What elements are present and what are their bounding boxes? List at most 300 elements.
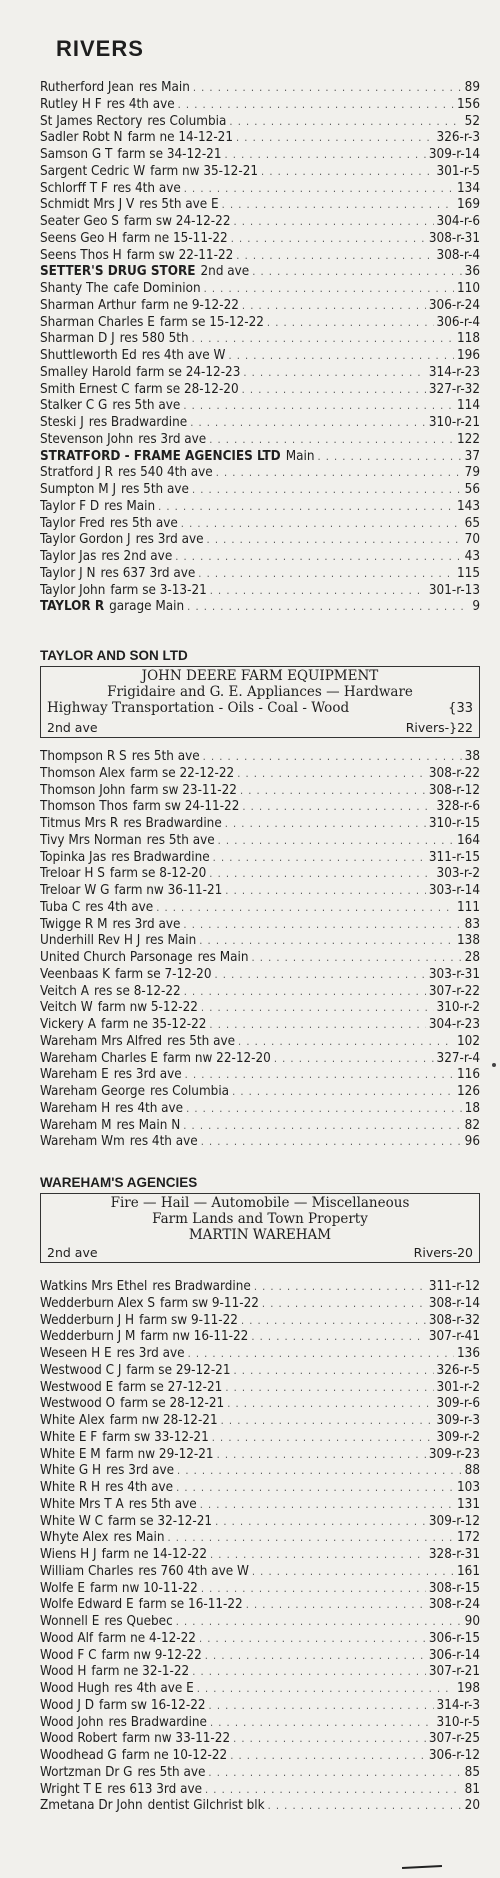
listing-row — [40, 900, 480, 917]
dot-leader — [236, 248, 433, 265]
listing-name: Shanty The — [40, 281, 109, 296]
listing-phone: 20 — [464, 1798, 480, 1814]
listing-detail: res 760 4th ave W — [138, 1563, 249, 1579]
ad-wareham-line: Fire — Hail — Automobile — Miscellaneous — [110, 1195, 410, 1211]
listing-row — [40, 1514, 480, 1531]
listing-name: Taylor F D — [40, 498, 100, 514]
listing-phone: 38 — [464, 749, 480, 764]
listing-detail: farm nw 16-11-22 — [140, 1329, 249, 1345]
listing-name: Wood H — [40, 1664, 87, 1680]
listing-name: Wood Hugh — [40, 1681, 110, 1696]
listing-detail: farm ne 4-12-22 — [98, 1630, 196, 1646]
listing-detail: res Bradwardine — [152, 1279, 251, 1294]
listing-name: Rutherford Jean — [40, 80, 134, 95]
dot-leader — [252, 1564, 454, 1581]
listing-detail: res Bradwardine — [111, 849, 210, 865]
dot-leader — [201, 1134, 462, 1151]
dot-leader — [203, 749, 462, 766]
ad-wareham-address: 2nd ave — [47, 1245, 98, 1260]
listing-row — [40, 1547, 480, 1564]
dot-leader — [167, 1530, 454, 1547]
listing-name: Sargent Cedric W — [40, 163, 146, 179]
dot-leader — [183, 1118, 461, 1135]
listing-name: Westwood O — [40, 1396, 116, 1412]
listing-phone: 36 — [464, 264, 480, 280]
listing-phone: 52 — [464, 113, 480, 129]
listing-name: White Alex — [40, 1413, 105, 1428]
listing-name: Watkins Mrs Ethel — [40, 1279, 148, 1294]
listing-detail: farm nw 9-12-22 — [101, 1647, 202, 1663]
listing-row — [40, 181, 480, 198]
listing-phone: 308-r-14 — [428, 1295, 480, 1311]
listing-phone: 328-r-31 — [428, 1547, 480, 1562]
dot-leader — [242, 298, 426, 315]
listing-name: Seens Geo H — [40, 230, 118, 246]
page-blemish — [492, 1063, 496, 1067]
ad-wareham-footer — [47, 1245, 473, 1260]
listing-row — [40, 866, 480, 883]
dot-leader — [207, 532, 462, 549]
listing-detail: farm ne 14-12-22 — [101, 1547, 208, 1562]
listing-row — [40, 1581, 480, 1598]
listing-row — [40, 883, 480, 900]
dot-leader — [225, 147, 426, 164]
listing-row — [40, 315, 480, 332]
listing-row — [40, 583, 480, 600]
listing-detail: res 5th ave — [112, 398, 181, 414]
dot-leader — [183, 398, 454, 415]
dot-leader — [198, 566, 454, 583]
listing-name: Wareham M — [40, 1117, 112, 1133]
listing-row — [40, 1698, 480, 1715]
dot-leader — [210, 1715, 434, 1732]
listing-row — [40, 499, 480, 516]
dot-leader — [187, 599, 469, 616]
listing-row — [40, 1430, 480, 1447]
dot-leader — [254, 1279, 426, 1296]
listing-detail: farm nw 28-12-21 — [109, 1413, 218, 1428]
dot-leader — [227, 1396, 433, 1413]
dot-leader — [158, 499, 454, 516]
listing-phone: 308-r-15 — [428, 1580, 480, 1596]
dot-leader — [212, 1430, 434, 1447]
listing-name: Zmetana Dr John — [40, 1798, 143, 1814]
listing-row — [40, 398, 480, 415]
listing-phone: 82 — [464, 1117, 480, 1133]
listing-detail: garage Main — [109, 599, 185, 615]
listing-phone: 304-r-23 — [428, 1017, 480, 1032]
listing-phone: 79 — [464, 465, 480, 481]
listing-detail: farm se 28-12-21 — [120, 1396, 225, 1412]
listing-phone: 310-r-21 — [428, 415, 480, 430]
listing-detail: res Main N — [116, 1117, 181, 1133]
listing-row — [40, 1084, 480, 1101]
listing-phone: 308-r-4 — [436, 247, 480, 263]
listing-phone: 308-r-12 — [428, 782, 480, 798]
listing-phone: 122 — [457, 431, 480, 447]
dot-leader — [213, 850, 426, 867]
listing-row — [40, 432, 480, 449]
dot-leader — [233, 214, 433, 231]
listing-row — [40, 264, 480, 281]
dot-leader — [238, 1034, 454, 1051]
listing-detail: farm nw 35-12-21 — [150, 163, 259, 179]
dot-leader — [230, 1748, 426, 1765]
listing-name: Wiens H J — [40, 1547, 97, 1562]
listing-name: Titmus Mrs R — [40, 816, 119, 831]
listing-row — [40, 917, 480, 934]
dot-leader — [222, 197, 454, 214]
listing-phone: 156 — [457, 96, 480, 112]
dot-leader — [234, 1363, 434, 1380]
listing-phone: 303-r-14 — [428, 883, 480, 898]
listing-name: Wright T E — [40, 1781, 103, 1797]
listing-row — [40, 114, 480, 131]
dot-leader — [261, 164, 434, 181]
listing-phone: 65 — [464, 515, 480, 531]
listing-detail: farm se 7-12-20 — [115, 966, 212, 982]
listing-row — [40, 1480, 480, 1497]
listing-phone: 89 — [464, 80, 480, 95]
listing-detail: farm sw 24-12-22 — [123, 214, 231, 229]
listing-phone: 37 — [464, 448, 480, 464]
listing-detail: res 4th ave — [106, 96, 175, 112]
listing-detail: res se 8-12-22 — [94, 983, 181, 999]
listing-phone: 301-r-5 — [436, 163, 480, 179]
listing-phone: 310-r-15 — [428, 816, 480, 831]
listing-row — [40, 1782, 480, 1799]
dot-leader — [181, 516, 462, 533]
listing-phone: 111 — [457, 899, 480, 915]
listing-row — [40, 197, 480, 214]
listing-row — [40, 749, 480, 766]
listing-row — [40, 97, 480, 114]
listing-row — [40, 1497, 480, 1514]
listing-name: Veitch A — [40, 983, 90, 999]
listing-phone: 306-r-14 — [428, 1647, 480, 1663]
listing-detail: farm se 29-12-21 — [126, 1362, 231, 1378]
listing-detail: res 5th ave E — [139, 197, 219, 213]
listing-name: Woodhead G — [40, 1748, 117, 1763]
listing-name: Treloar H S — [40, 866, 105, 882]
listing-phone: 307-r-25 — [428, 1731, 480, 1747]
dot-leader — [177, 1463, 462, 1480]
dot-leader — [251, 1329, 426, 1346]
dot-leader — [236, 130, 434, 147]
listing-row — [40, 566, 480, 583]
listing-row — [40, 1631, 480, 1648]
listing-row — [40, 331, 480, 348]
listing-block-a — [40, 80, 480, 616]
listing-row — [40, 214, 480, 231]
dot-leader — [209, 1017, 425, 1034]
listing-name: Wood F C — [40, 1647, 97, 1663]
listing-name: Westwood C J — [40, 1362, 122, 1378]
listing-row — [40, 1313, 480, 1330]
dot-leader — [218, 833, 454, 850]
listing-detail: res 3rd ave — [113, 1067, 182, 1083]
dot-leader — [225, 1380, 433, 1397]
listing-row — [40, 599, 480, 616]
listing-row — [40, 281, 480, 298]
listing-row — [40, 1346, 480, 1363]
listing-detail: farm ne 14-12-21 — [127, 130, 234, 146]
listing-phone: 307-r-22 — [428, 983, 480, 999]
ad-wareham-line: Farm Lands and Town Property — [152, 1211, 368, 1227]
listing-phone: 309-r-12 — [428, 1513, 480, 1529]
listing-name: Wonnell E — [40, 1614, 100, 1629]
listing-phone: 83 — [464, 916, 480, 932]
listing-detail: res Main — [145, 933, 197, 949]
listing-row — [40, 1034, 480, 1051]
listing-row — [40, 1731, 480, 1748]
listing-row — [40, 1279, 480, 1296]
listing-name: Sumpton M J — [40, 482, 116, 497]
listing-row — [40, 164, 480, 181]
listing-detail: farm sw 9-11-22 — [160, 1295, 259, 1311]
dot-leader — [317, 449, 461, 466]
listing-row — [40, 967, 480, 984]
ad-taylor-phone: Rivers-}22 — [405, 720, 473, 735]
dot-leader — [185, 1067, 454, 1084]
listing-detail: res Bradwardine — [123, 816, 222, 831]
listing-phone: 310-r-2 — [436, 1000, 480, 1016]
dot-leader — [243, 365, 426, 382]
listing-name: TAYLOR R — [40, 599, 105, 615]
listing-phone: 96 — [464, 1134, 480, 1150]
listing-detail: res 637 3rd ave — [100, 565, 196, 581]
listing-row — [40, 1000, 480, 1017]
listing-name: Thomson Thos — [40, 799, 128, 815]
listing-name: White G H — [40, 1463, 102, 1479]
listing-name: Samson G T — [40, 147, 113, 162]
dot-leader — [252, 950, 462, 967]
listing-name: Smalley Harold — [40, 364, 132, 380]
listing-phone: 308-r-24 — [428, 1597, 480, 1613]
listing-name: Stratford J R — [40, 465, 113, 481]
listing-name: White W C — [40, 1513, 104, 1529]
listing-detail: farm se 27-12-21 — [118, 1379, 223, 1395]
listing-name: Seater Geo S — [40, 214, 119, 229]
listing-phone: 301-r-2 — [436, 1379, 480, 1395]
listing-name: Topinka Jas — [40, 849, 107, 865]
listing-row — [40, 1463, 480, 1480]
listing-name: Wareham George — [40, 1084, 145, 1099]
listing-phone: 43 — [464, 549, 480, 564]
listing-phone: 307-r-41 — [428, 1329, 480, 1345]
listing-detail: farm sw 23-11-22 — [130, 782, 237, 798]
listing-name: White R H — [40, 1480, 101, 1495]
dot-leader — [201, 1581, 426, 1598]
listing-name: Taylor Gordon J — [40, 532, 131, 548]
dot-leader — [201, 1000, 434, 1017]
listing-detail: res 5th ave — [131, 749, 200, 764]
listing-name: Thomson John — [40, 782, 126, 798]
dot-leader — [242, 799, 433, 816]
dot-leader — [184, 984, 426, 1001]
listing-name: Sharman D J — [40, 331, 115, 347]
ad-taylor-line: JOHN DEERE FARM EQUIPMENT — [141, 668, 379, 684]
listing-phone: 138 — [457, 933, 480, 949]
listing-phone: 326-r-3 — [436, 130, 480, 146]
dot-leader — [209, 866, 433, 883]
section-title: RIVERS — [56, 36, 144, 61]
dot-leader — [240, 783, 426, 800]
ad-taylor-footer — [47, 720, 473, 735]
listing-row — [40, 950, 480, 967]
listing-detail: res Main — [113, 1530, 165, 1546]
listing-row — [40, 1748, 480, 1765]
listing-detail: res 5th ave — [146, 832, 215, 848]
listing-row — [40, 1101, 480, 1118]
listing-name: Wood John — [40, 1714, 104, 1730]
listing-name: Wood Alf — [40, 1630, 94, 1646]
listing-name: Wortzman Dr G — [40, 1764, 133, 1780]
dot-leader — [208, 1765, 461, 1782]
listing-detail: res 4th ave W — [141, 348, 226, 363]
dot-leader — [216, 465, 462, 482]
listing-phone: 306-r-15 — [428, 1630, 480, 1646]
listing-name: William Charles — [40, 1563, 134, 1579]
listing-name: Sadler Robt N — [40, 130, 123, 146]
dot-leader — [233, 1731, 426, 1748]
listing-row — [40, 799, 480, 816]
dot-leader — [268, 1798, 462, 1815]
ad-taylor-line: Highway Transportation - Oils - Coal - Wood — [47, 700, 350, 716]
listing-detail: res 5th ave — [128, 1496, 197, 1512]
listing-row — [40, 1648, 480, 1665]
listing-detail: res 3rd ave — [116, 1346, 185, 1361]
listing-phone: 311-r-12 — [428, 1279, 480, 1294]
listing-name: Steski J — [40, 415, 84, 430]
ad-taylor-line: Frigidaire and G. E. Appliances — Hardware — [107, 684, 413, 700]
listing-name: Sharman Charles E — [40, 314, 155, 330]
listing-phone: 198 — [457, 1681, 480, 1696]
listing-row — [40, 933, 480, 950]
listing-row — [40, 1798, 480, 1815]
listing-name: Wedderburn J H — [40, 1312, 135, 1328]
ad-taylor-side-phone: {33 — [448, 701, 473, 716]
listing-name: Smith Ernest C — [40, 381, 130, 397]
listing-row — [40, 231, 480, 248]
listing-name: Sharman Arthur — [40, 297, 137, 313]
listing-detail: farm ne 15-11-22 — [122, 230, 228, 246]
listing-phone: 327-r-32 — [428, 381, 480, 397]
listing-name: Veenbaas K — [40, 966, 111, 982]
listing-detail: farm sw 24-11-22 — [132, 799, 240, 815]
listing-row — [40, 465, 480, 482]
listing-row — [40, 1564, 480, 1581]
listing-detail: farm se 8-12-20 — [109, 866, 207, 882]
listing-block-b — [40, 749, 480, 1151]
listing-name: Weseen H E — [40, 1346, 112, 1361]
listing-detail: 2nd ave — [200, 264, 250, 280]
listing-phone: 309-r-6 — [436, 1396, 480, 1412]
dot-leader — [188, 1346, 454, 1363]
ad-taylor-box — [40, 666, 480, 738]
listing-name: Wareham Mrs Alfred — [40, 1033, 163, 1049]
listing-detail: farm nw 33-11-22 — [122, 1731, 231, 1747]
ad-taylor-address: 2nd ave — [47, 720, 98, 735]
dot-leader — [200, 1497, 454, 1514]
dot-leader — [199, 1631, 426, 1648]
listing-row — [40, 1067, 480, 1084]
listing-detail: res 4th ave E — [114, 1681, 194, 1696]
listing-detail: res 5th ave — [167, 1033, 236, 1049]
listing-detail: res 5th ave — [109, 515, 178, 531]
listing-detail: farm se 24-12-23 — [136, 364, 241, 380]
listing-phone: 134 — [457, 180, 480, 196]
listing-phone: 306-r-24 — [428, 297, 480, 313]
listing-detail: res 613 3rd ave — [107, 1781, 202, 1797]
listing-phone: 116 — [457, 1067, 480, 1083]
listing-name: White Mrs T A — [40, 1496, 124, 1512]
listing-name: Tuba C — [40, 899, 81, 915]
listing-row — [40, 1447, 480, 1464]
listing-phone: 328-r-6 — [436, 799, 480, 815]
listing-row — [40, 1614, 480, 1631]
listing-phone: 169 — [457, 197, 480, 213]
listing-row — [40, 783, 480, 800]
dot-leader — [215, 967, 426, 984]
listing-detail: res Quebec — [104, 1614, 173, 1629]
listing-row — [40, 482, 480, 499]
dot-leader — [186, 1101, 462, 1118]
dot-leader — [262, 1296, 426, 1313]
listing-row — [40, 1296, 480, 1313]
listing-detail: res Columbia — [150, 1084, 230, 1099]
listing-phone: 70 — [464, 532, 480, 548]
listing-row — [40, 147, 480, 164]
dot-leader — [221, 1413, 434, 1430]
listing-phone: 306-r-4 — [436, 314, 480, 330]
dot-leader — [197, 1681, 454, 1698]
listing-phone: 309-r-23 — [428, 1446, 480, 1462]
dot-leader — [156, 900, 454, 917]
dot-leader — [241, 1313, 426, 1330]
listing-detail: farm sw 33-12-21 — [102, 1429, 209, 1445]
listing-row — [40, 766, 480, 783]
listing-phone: 85 — [464, 1764, 480, 1780]
listing-phone: 309-r-3 — [436, 1413, 480, 1428]
dot-leader — [199, 933, 454, 950]
listing-row — [40, 130, 480, 147]
listing-name: Seens Thos H — [40, 247, 122, 263]
listing-detail: res 3rd ave — [135, 532, 204, 548]
listing-name: Thompson R S — [40, 749, 127, 764]
listing-detail: res 3rd ave — [138, 431, 207, 447]
listing-block-c — [40, 1279, 480, 1815]
listing-row — [40, 833, 480, 850]
listing-name: SETTER'S DRUG STORE — [40, 264, 196, 280]
listing-name: St James Rectory — [40, 113, 143, 129]
listing-detail: farm sw 16-12-22 — [99, 1697, 206, 1713]
dot-leader — [232, 1084, 454, 1101]
listing-detail: farm ne 32-1-22 — [91, 1664, 190, 1680]
listing-name: White E M — [40, 1446, 101, 1462]
dot-leader — [242, 382, 426, 399]
listing-phone: 303-r-31 — [428, 966, 480, 982]
listing-name: Wolfe Edward E — [40, 1597, 134, 1613]
listing-detail: res 580 5th — [119, 331, 189, 347]
ad-wareham-box — [40, 1193, 480, 1263]
listing-phone: 115 — [457, 565, 480, 581]
listing-phone: 126 — [457, 1084, 480, 1099]
listing-detail: farm sw 22-11-22 — [126, 247, 234, 263]
listing-phone: 307-r-21 — [428, 1664, 480, 1680]
listing-phone: 306-r-12 — [428, 1748, 480, 1763]
listing-row — [40, 984, 480, 1001]
